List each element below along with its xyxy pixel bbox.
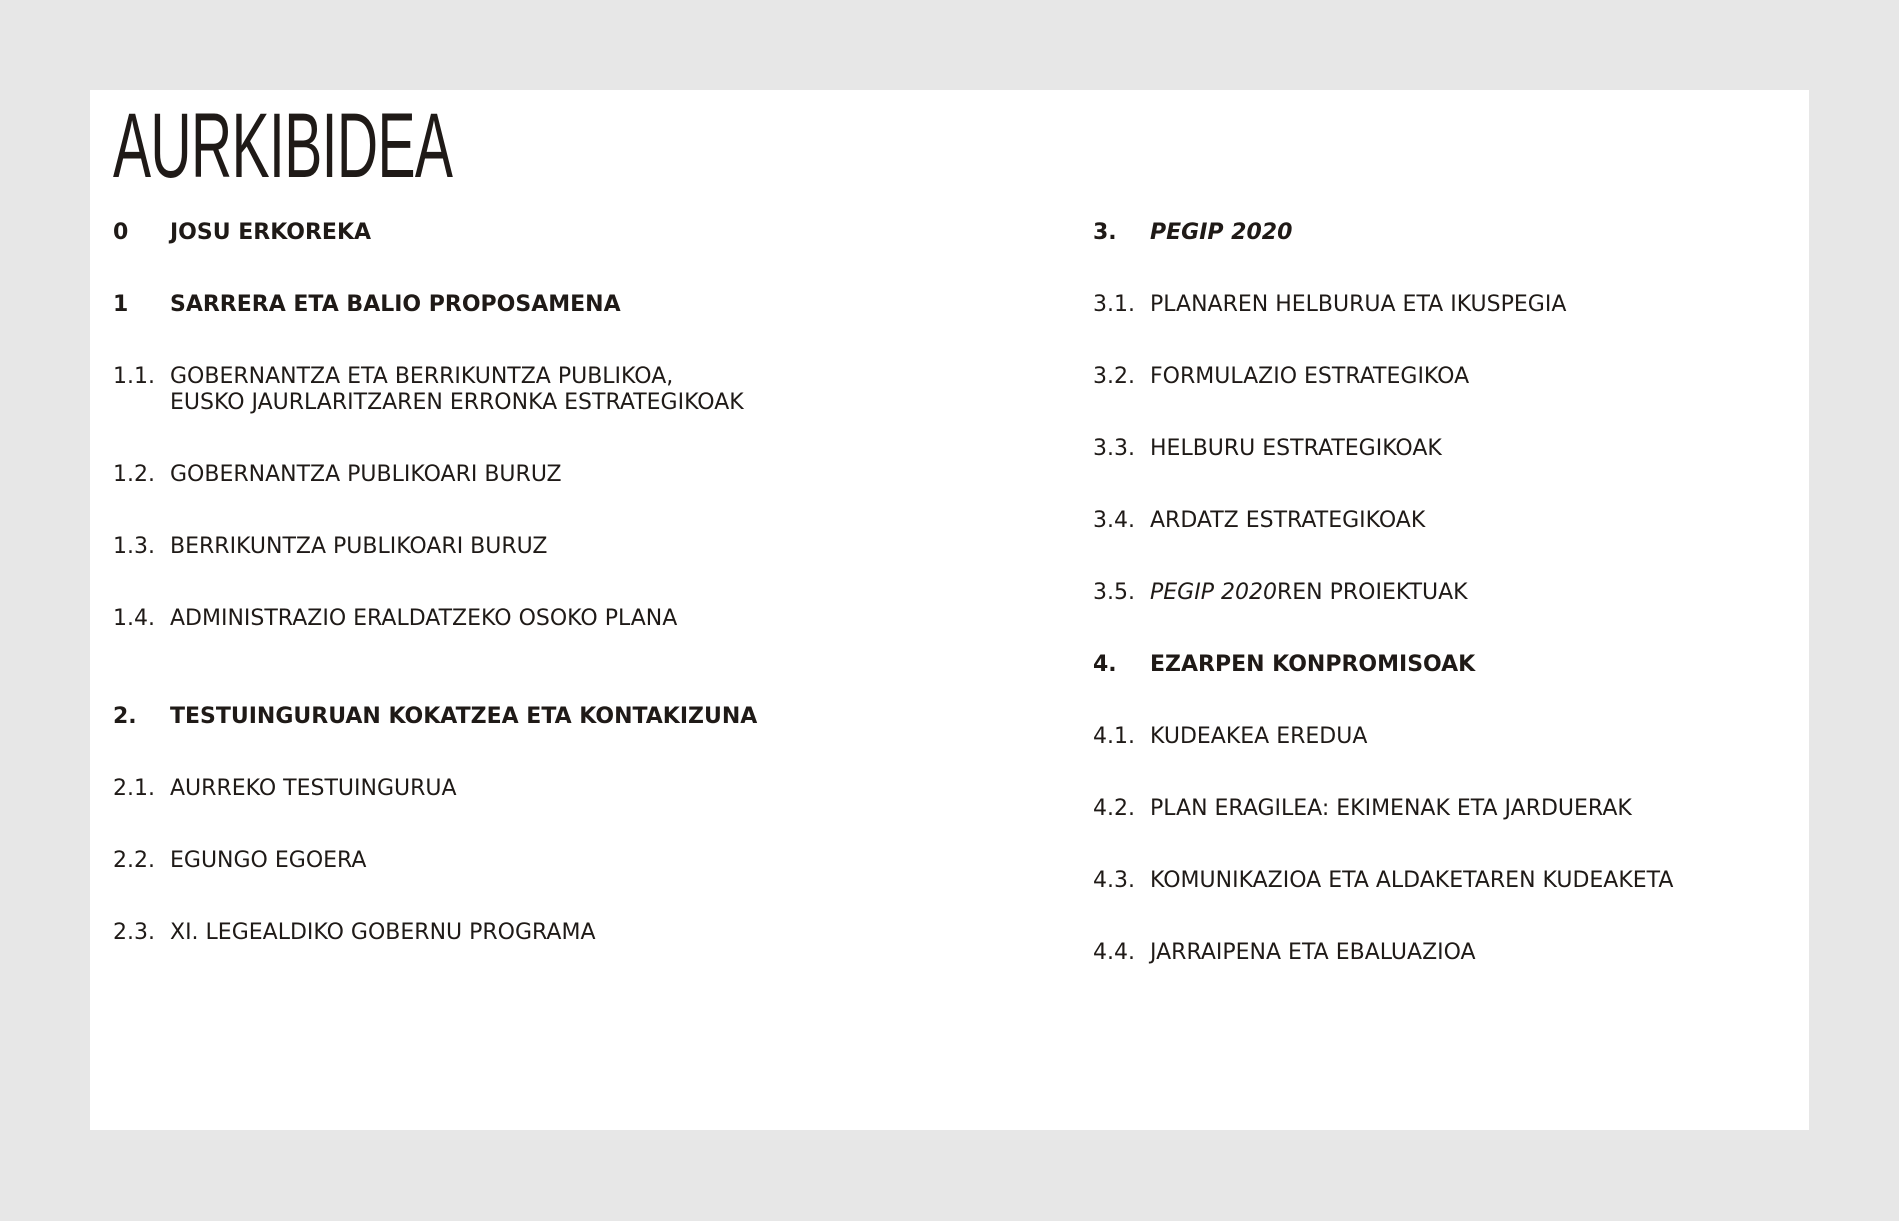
toc-label: TESTUINGURUAN KOKATZEA ETA KONTAKIZUNA <box>170 704 758 729</box>
toc-label: EZARPEN KONPROMISOAK <box>1150 652 1476 677</box>
toc-label <box>1150 580 1468 606</box>
toc-label: KUDEAKEA EREDUA <box>1150 724 1368 749</box>
toc-label: SARRERA ETA BALIO PROPOSAMENA <box>170 292 621 317</box>
toc-label: AURREKO TESTUINGURUA <box>170 776 457 801</box>
toc-number: 2.3. <box>113 920 155 945</box>
toc-number: 3.4. <box>1093 508 1135 533</box>
toc-label: ADMINISTRAZIO ERALDATZEKO OSOKO PLANA <box>170 606 678 631</box>
toc-label: PLANAREN HELBURUA ETA IKUSPEGIA <box>1150 292 1567 317</box>
toc-label-line2: EUSKO JAURLARITZAREN ERRONKA ESTRATEGIKOAK <box>170 390 744 415</box>
toc-number: 3.3. <box>1093 436 1135 461</box>
toc-number: 1.2. <box>113 462 155 487</box>
toc-label: HELBURU ESTRATEGIKOAK <box>1150 436 1442 461</box>
toc-number: 4. <box>1093 652 1117 677</box>
toc-number: 4.4. <box>1093 940 1135 965</box>
toc-number: 2.2. <box>113 848 155 873</box>
toc-number: 1.4. <box>113 606 155 631</box>
toc-label: FORMULAZIO ESTRATEGIKOA <box>1150 364 1470 389</box>
toc-number: 1.3. <box>113 534 155 559</box>
toc-number: 3. <box>1093 220 1117 245</box>
toc-number: 3.1. <box>1093 292 1135 317</box>
toc-number: 1.1. <box>113 364 155 389</box>
toc-number: 2.1. <box>113 776 155 801</box>
toc-label: JARRAIPENA ETA EBALUAZIOA <box>1150 940 1476 965</box>
toc-label-rest: REN PROIEKTUAK <box>1276 580 1468 605</box>
toc-label: PLAN ERAGILEA: EKIMENAK ETA JARDUERAK <box>1150 796 1632 821</box>
toc-label: BERRIKUNTZA PUBLIKOARI BURUZ <box>170 534 548 559</box>
toc-label: ARDATZ ESTRATEGIKOAK <box>1150 508 1426 533</box>
toc-number: 4.1. <box>1093 724 1135 749</box>
page-title: AURKIBIDEA <box>113 95 453 197</box>
toc-number: 1 <box>113 292 129 317</box>
toc-label: JOSU ERKOREKA <box>170 220 372 245</box>
toc-label-italic: PEGIP 2020 <box>1150 580 1277 605</box>
toc-label: XI. LEGEALDIKO GOBERNU PROGRAMA <box>170 920 596 945</box>
toc-label: GOBERNANTZA ETA BERRIKUNTZA PUBLIKOA, <box>170 364 674 389</box>
toc-number: 4.3. <box>1093 868 1135 893</box>
toc-number: 0 <box>113 220 129 245</box>
toc-number: 2. <box>113 704 137 729</box>
toc-label: PEGIP 2020 <box>1150 220 1293 245</box>
toc-number: 3.5. <box>1093 580 1135 605</box>
toc-number: 3.2. <box>1093 364 1135 389</box>
toc-label: EGUNGO EGOERA <box>170 848 367 873</box>
toc-label: GOBERNANTZA PUBLIKOARI BURUZ <box>170 462 562 487</box>
toc-label: KOMUNIKAZIOA ETA ALDAKETAREN KUDEAKETA <box>1150 868 1674 893</box>
toc-number: 4.2. <box>1093 796 1135 821</box>
